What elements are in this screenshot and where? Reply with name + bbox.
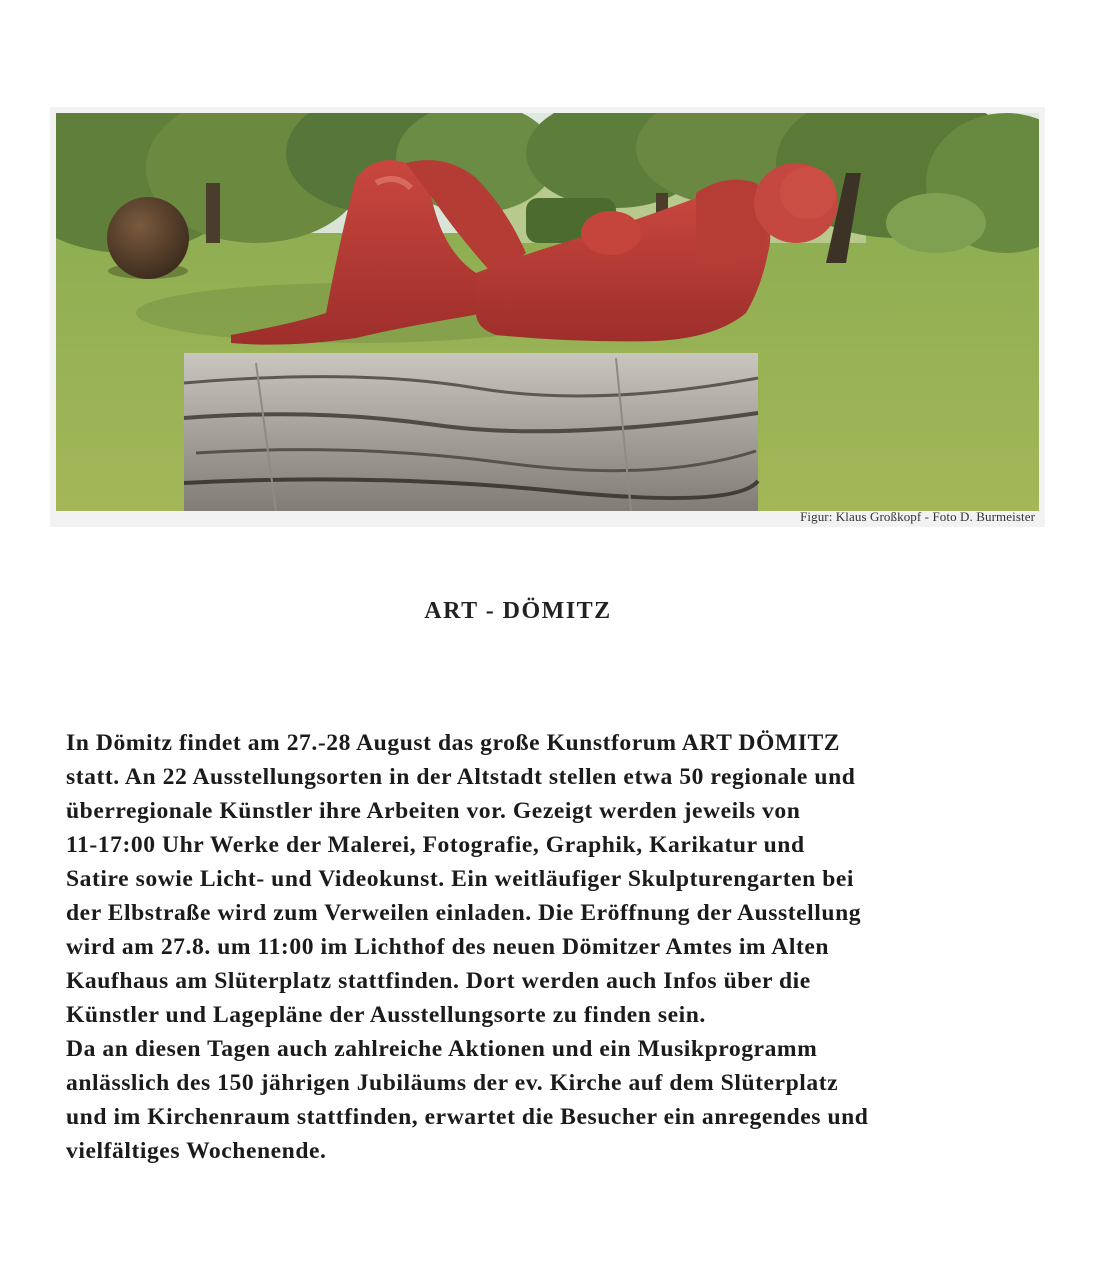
article-body — [66, 726, 1056, 1168]
sculpture-photo-illustration — [56, 113, 1039, 511]
article-line: vielfältiges Wochenende. — [66, 1138, 327, 1164]
article-line: Kaufhaus am Slüterplatz stattfinden. Dort werden auch Infos über die — [66, 968, 811, 994]
article-heading: ART - DÖMITZ — [424, 598, 612, 624]
sculpture-photo — [56, 113, 1039, 511]
article-line: der Elbstraße wird zum Verweilen einladen. Die Eröffnung der Ausstellung — [66, 900, 862, 926]
article-line: Da an diesen Tagen auch zahlreiche Aktionen und ein Musikprogramm — [66, 1036, 818, 1062]
figure — [50, 107, 1045, 527]
article-line: wird am 27.8. um 11:00 im Lichthof des neuen Dömitzer Amtes im Alten — [66, 934, 830, 960]
article-line: Künstler und Lagepläne der Ausstellungsorte zu finden sein. — [66, 1002, 706, 1028]
article-line: Satire sowie Licht- und Videokunst. Ein weitläufiger Skulpturengarten bei — [66, 866, 855, 892]
article-line: In Dömitz findet am 27.-28 August das große Kunstforum ART DÖMITZ — [66, 730, 841, 756]
article-line: und im Kirchenraum stattfinden, erwartet die Besucher ein anregendes und — [66, 1104, 869, 1130]
article-line: anlässlich des 150 jährigen Jubiläums der ev. Kirche auf dem Slüterplatz — [66, 1070, 839, 1096]
article-line: 11-17:00 Uhr Werke der Malerei, Fotografie, Graphik, Karikatur und — [66, 832, 805, 858]
article-line: statt. An 22 Ausstellungsorten in der Altstadt stellen etwa 50 regionale und — [66, 764, 856, 790]
article-line: überregionale Künstler ihre Arbeiten vor. Gezeigt werden jeweils von — [66, 798, 801, 824]
photo-caption: Figur: Klaus Großkopf - Foto D. Burmeister — [800, 509, 1035, 524]
